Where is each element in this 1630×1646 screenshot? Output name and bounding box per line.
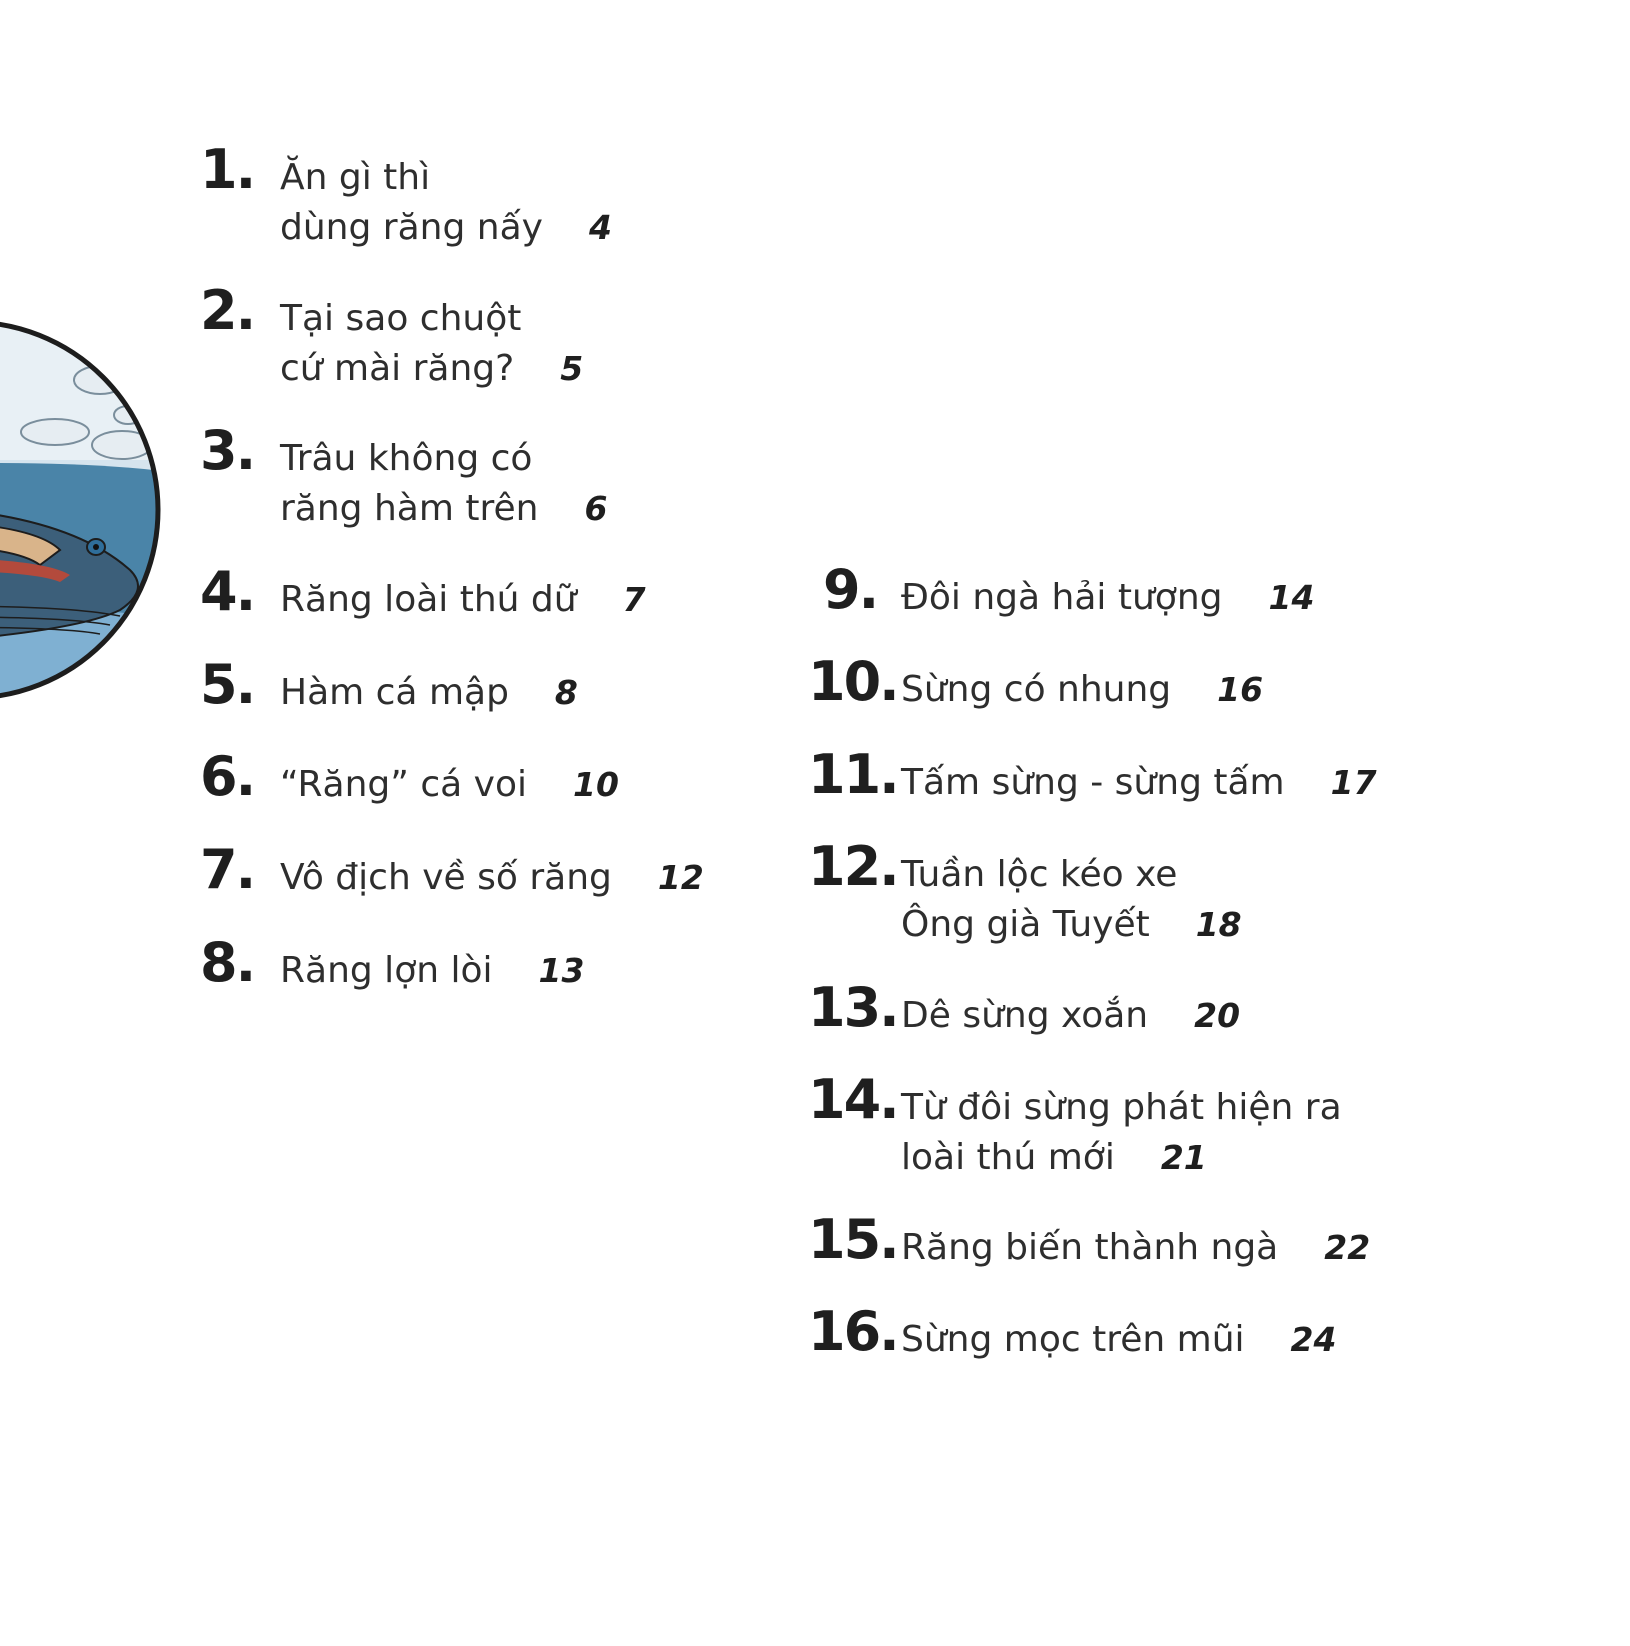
entry-title: Dê sừng xoắn 20: [901, 995, 1241, 1036]
entry-number: 3.: [200, 419, 255, 482]
page-number: 14: [1268, 578, 1315, 617]
entry-number: 9.: [823, 558, 878, 621]
entry-number: 5.: [200, 653, 255, 716]
entry-title: Tại sao chuột cứ mài răng? 5: [280, 298, 584, 389]
entry-title: Ăn gì thì dùng răng nấy 4: [280, 157, 612, 248]
page-number: 18: [1195, 905, 1242, 944]
entry-title: “Răng” cá voi 10: [280, 764, 619, 805]
entry-number: 16.: [808, 1300, 898, 1363]
entry-title: Răng lợn lòi 13: [280, 950, 585, 991]
page-number: 5: [560, 349, 584, 388]
page-number: 6: [584, 489, 608, 528]
page-number: 12: [657, 858, 704, 897]
page-number: 22: [1324, 1228, 1371, 1267]
entry-number: 1.: [200, 138, 255, 201]
page-number: 13: [538, 951, 585, 990]
whale-illustration: [0, 320, 170, 705]
entry-title: Từ đôi sừng phát hiện ra loài thú mới 21: [901, 1087, 1342, 1178]
entry-title: Vô địch về số răng 12: [280, 857, 704, 898]
entry-number: 10.: [808, 650, 898, 713]
cloud: [21, 419, 89, 445]
page-number: 16: [1217, 670, 1264, 709]
page-number: 10: [573, 765, 619, 804]
entry-number: 12.: [808, 835, 898, 898]
entry-title: Tấm sừng - sừng tấm 17: [901, 762, 1377, 803]
entry-title: Sừng có nhung 16: [901, 669, 1264, 710]
entry-number: 13.: [808, 976, 898, 1039]
entry-number: 6.: [200, 745, 255, 808]
entry-title: Răng loài thú dữ 7: [280, 579, 646, 620]
entry-title: Trâu không có răng hàm trên 6: [280, 438, 608, 529]
entry-number: 15.: [808, 1208, 898, 1271]
entry-title: Sừng mọc trên mũi 24: [901, 1319, 1337, 1360]
entry-title: Tuần lộc kéo xe Ông già Tuyết 18: [901, 854, 1242, 945]
entry-title: Răng biến thành ngà 22: [901, 1227, 1371, 1268]
entry-number: 11.: [808, 743, 898, 806]
entry-number: 4.: [200, 560, 255, 623]
entry-number: 14.: [808, 1068, 898, 1131]
page-number: 4: [588, 208, 612, 247]
page-number: 20: [1194, 996, 1241, 1035]
page-number: 8: [554, 673, 578, 712]
cloud: [74, 366, 126, 394]
entry-number: 7.: [200, 838, 255, 901]
entry-title: Đôi ngà hải tượng 14: [901, 577, 1315, 618]
entry-title: Hàm cá mập 8: [280, 672, 578, 713]
page-number: 21: [1160, 1138, 1207, 1177]
entry-number: 8.: [200, 931, 255, 994]
entry-number: 2.: [200, 279, 255, 342]
page-number: 24: [1290, 1320, 1337, 1359]
page-number: 7: [622, 580, 646, 619]
page-number: 17: [1330, 763, 1377, 802]
